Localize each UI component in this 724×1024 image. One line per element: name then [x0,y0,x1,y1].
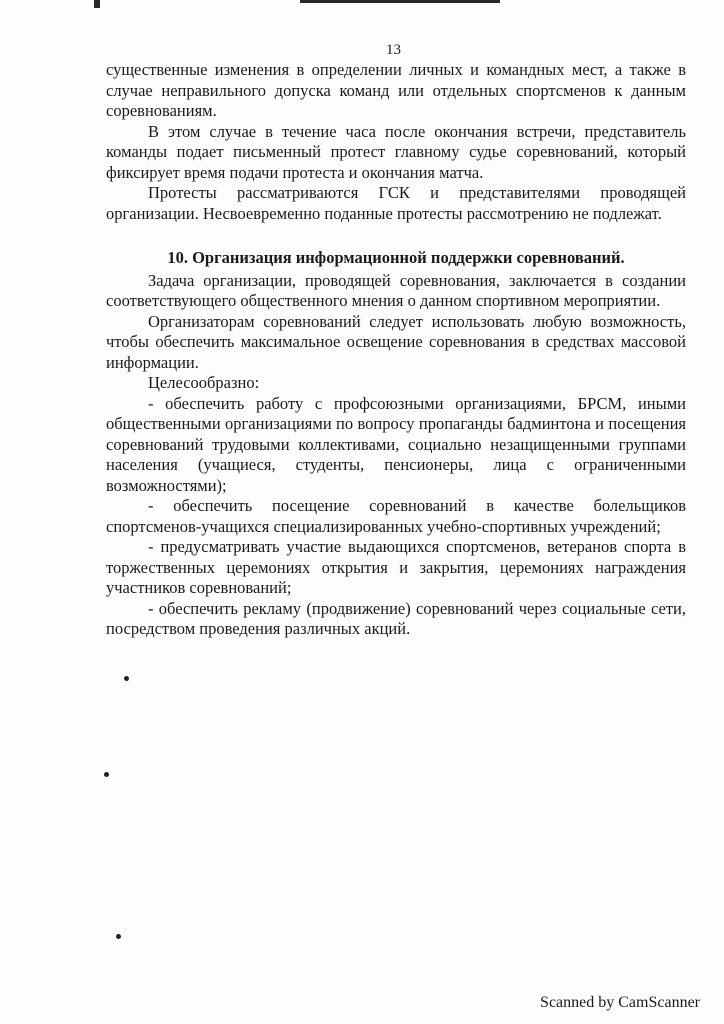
paragraph: Протесты рассматриваются ГСК и представителями проводящей организации. Несвоевременно поданные протесты рассмотрению не подлежат. [106,183,686,223]
paragraph: Организаторам соревнований следует использовать любую возможность, чтобы обеспечить максимальное освещение соревнования в средствах массовой информации. [106,311,686,372]
paragraph: существенные изменения в определении личных и командных мест, а также в случае неправильного допуска команд или отдельных спортсменов к данным соревнованиям. [106,60,686,120]
scan-artifact-mark [94,0,100,8]
scan-speck [116,934,121,939]
section-heading: 10. Организация информационной поддержки соревнований. [167,248,625,267]
list-item: - обеспечить рекламу (продвижение) соревнований через социальные сети, посредством проведения различных акций. [106,598,686,638]
list-item: - предусматривать участие выдающихся спортсменов, ветеранов спорта в торжественных церемониях открытия и закрытия, церемониях награждения участников соревнований; [106,537,686,597]
paragraph: В этом случае в течение часа после окончания встречи, представитель команды подает письменный протест главному судье соревнований, который фиксирует время подачи протеста и окончания матча. [106,121,686,182]
paragraph: Целесообразно: [148,373,260,392]
document-body [106,60,686,640]
list-item: - обеспечить работу с профсоюзными организациями, БРСМ, иными общественными организациями по вопросу пропаганды бадминтона и посещения соревнований трудовыми коллективами, социально незащищенными группами населения (учащиеся, студенты, пенсионеры, лица с ограниченными возможностями); [106,393,686,495]
scanner-watermark: Scanned by CamScanner [540,994,700,1011]
paragraph: Задача организации, проводящей соревнования, заключается в создании соответствующего общественного мнения о данном спортивном мероприятии. [106,270,686,310]
scan-speck [124,676,129,681]
page-number: 13 [386,42,401,58]
scan-artifact-line [300,0,500,3]
scan-speck [104,772,109,777]
list-item: - обеспечить посещение соревнований в качестве болельщиков спортсменов-учащихся специализированных учебно-спортивных учреждений; [106,496,686,536]
section-spacer [106,224,686,248]
